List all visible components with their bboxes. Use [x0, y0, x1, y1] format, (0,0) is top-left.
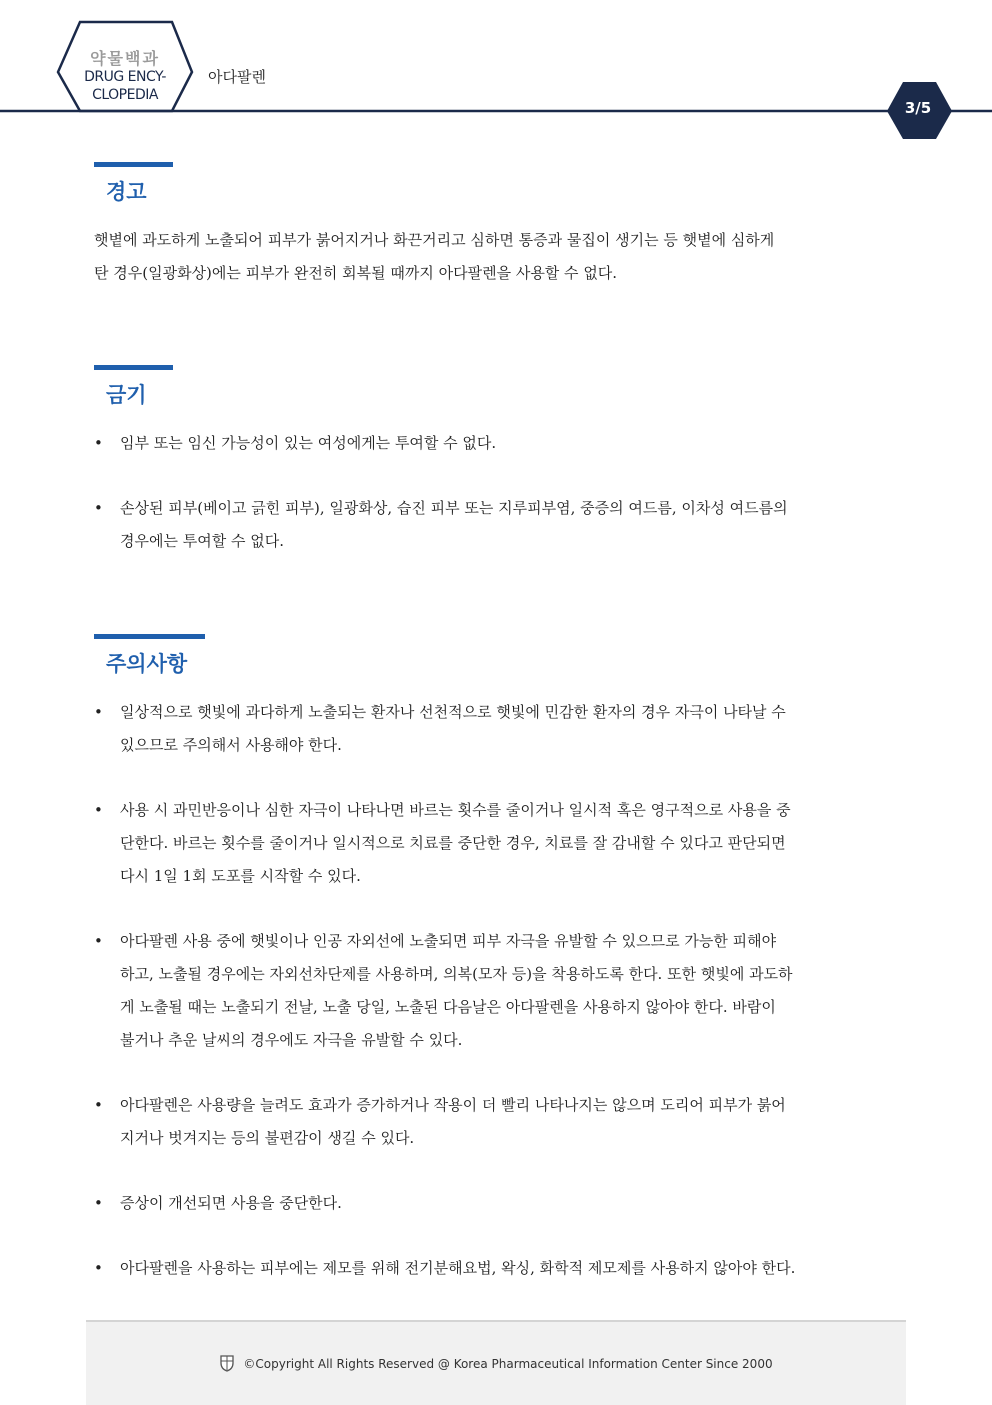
paragraph-line: 탄 경우(일광화상)에는 피부가 완전히 회복될 때까지 아다팔렌을 사용할 수 없다. [94, 264, 618, 282]
section-bar [94, 162, 173, 167]
item-line: 아다팔렌 사용 중에 햇빛이나 인공 자외선에 노출되면 피부 자극을 유발할 수 있으므로 가능한 피해야 [120, 932, 777, 950]
page-header [0, 0, 992, 140]
section-bar [94, 365, 173, 370]
document-title: 아다팔렌 [208, 68, 266, 86]
bullet-icon: • [94, 703, 103, 721]
page-footer [86, 1320, 906, 1405]
item-line: 아다팔렌은 사용량을 늘려도 효과가 증가하거나 작용이 더 빨리 나타나지는 않으며 도리어 피부가 붉어 [120, 1096, 786, 1114]
item-line: 단한다. 바르는 횟수를 줄이거나 일시적으로 치료를 중단한 경우, 치료를 잘 감내할 수 있다고 판단되면 [120, 834, 786, 852]
section-precaution [94, 634, 904, 1285]
item-line: 일상적으로 햇빛에 과다하게 노출되는 환자나 선천적으로 햇빛에 민감한 환자의 경우 자극이 나타날 수 [120, 703, 786, 721]
item-line: 임부 또는 임신 가능성이 있는 여성에게는 투여할 수 없다. [120, 434, 497, 452]
list-item [94, 696, 904, 762]
list-item [94, 1187, 904, 1220]
bullet-icon: • [94, 1096, 103, 1114]
contraindication-list [94, 427, 904, 558]
list-item [94, 427, 904, 460]
item-line: 지거나 벗겨지는 등의 불편감이 생길 수 있다. [120, 1129, 415, 1147]
bullet-icon: • [94, 932, 103, 950]
paragraph-line: 햇볕에 과도하게 노출되어 피부가 붉어지거나 화끈거리고 심하면 통증과 물집이 생기는 등 햇볕에 심하게 [94, 231, 775, 249]
warning-paragraph [94, 224, 904, 290]
list-item [94, 794, 904, 893]
footer-content [86, 1354, 906, 1375]
item-line: 하고, 노출될 경우에는 자외선차단제를 사용하며, 의복(모자 등)을 착용하도록 한다. 또한 햇빛에 과도하 [120, 965, 793, 983]
section-bar [94, 634, 205, 639]
bullet-icon: • [94, 499, 103, 517]
item-line: 경우에는 투여할 수 없다. [120, 532, 284, 550]
item-line: 사용 시 과민반응이나 심한 자극이 나타나면 바르는 횟수를 줄이거나 일시적 혹은 영구적으로 사용을 중 [120, 801, 791, 819]
bullet-icon: • [94, 434, 103, 452]
item-line: 아다팔렌을 사용하는 피부에는 제모를 위해 전기분해요법, 왁싱, 화학적 제모제를 사용하지 않아야 한다. [120, 1259, 796, 1277]
bullet-icon: • [94, 1259, 103, 1277]
page-number: 3/5 [904, 99, 932, 117]
bullet-icon: • [94, 1194, 103, 1212]
list-item [94, 1252, 904, 1285]
logo-english: DRUG ENCY- CLOPEDIA [84, 69, 166, 103]
section-title: 금기 [106, 383, 147, 407]
item-line: 불거나 추운 날씨의 경우에도 자극을 유발할 수 있다. [120, 1031, 463, 1049]
section-contraindication [94, 365, 904, 558]
crest-icon [219, 1354, 235, 1375]
section-title: 경고 [106, 180, 147, 204]
item-line: 증상이 개선되면 사용을 중단한다. [120, 1194, 342, 1212]
list-item [94, 925, 904, 1057]
list-item [94, 492, 904, 558]
bullet-icon: • [94, 801, 103, 819]
item-line: 손상된 피부(베이고 긁힌 피부), 일광화상, 습진 피부 또는 지루피부염, 중증의 여드름, 이차성 여드름의 [120, 499, 788, 517]
copyright-text: ©Copyright All Rights Reserved @ Korea Pharmaceutical Information Center Since 2000 [243, 1357, 773, 1371]
precaution-list [94, 696, 904, 1285]
list-item [94, 1089, 904, 1155]
section-title: 주의사항 [106, 652, 188, 676]
item-line: 게 노출될 때는 노출되기 전날, 노출 당일, 노출된 다음날은 아다팔렌을 사용하지 않아야 한다. 바람이 [120, 998, 776, 1016]
item-line: 있으므로 주의해서 사용해야 한다. [120, 736, 342, 754]
section-warning [94, 162, 904, 290]
item-line: 다시 1일 1회 도포를 시작할 수 있다. [120, 867, 361, 885]
logo-korean: 약물백과 [90, 49, 160, 68]
